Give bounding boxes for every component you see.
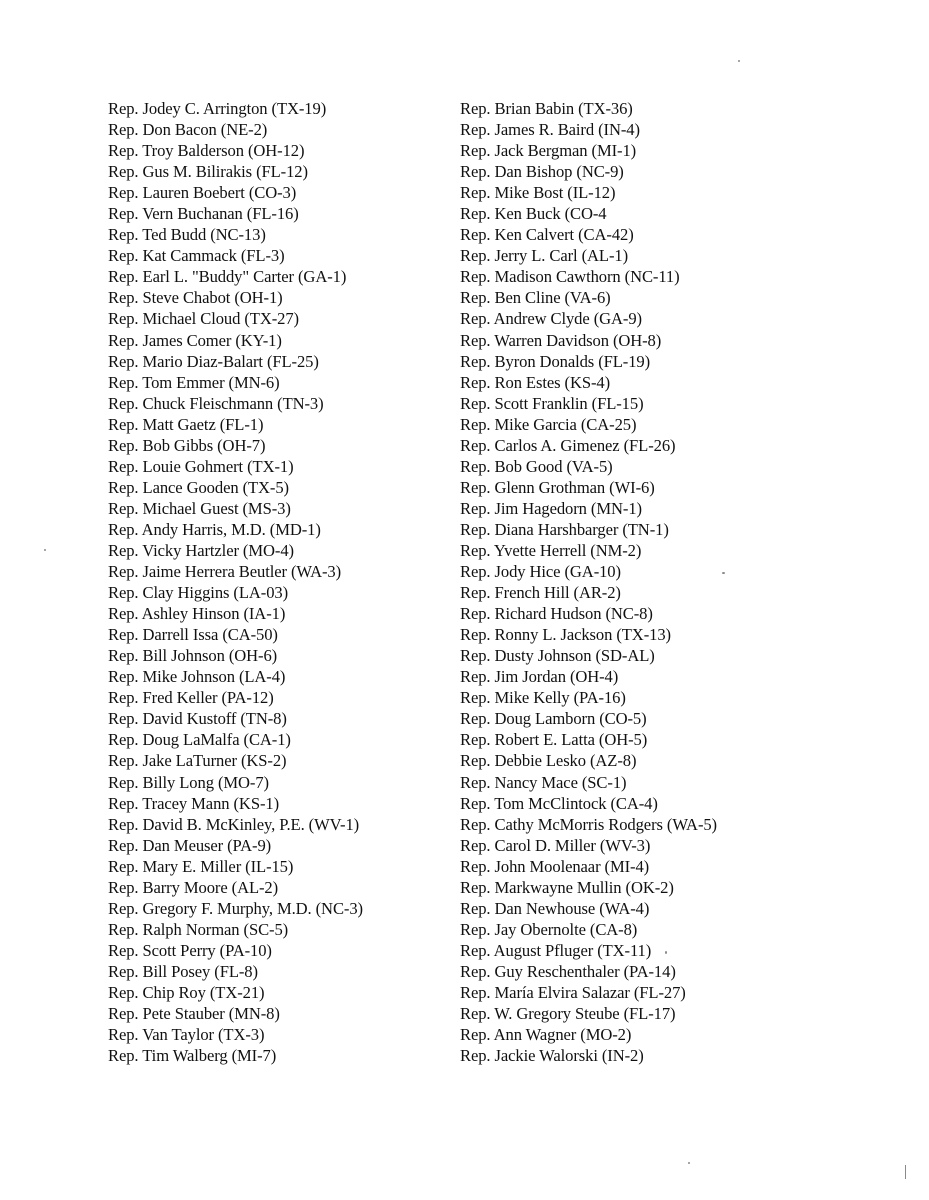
signatory-entry: Rep. María Elvira Salazar (FL-27) — [460, 982, 686, 1002]
signatory-entry: Rep. Dan Meuser (PA-9) — [108, 835, 272, 855]
signatory-entry: Rep. Michael Cloud (TX-27) — [108, 309, 299, 329]
signatory-entry: Rep. Van Taylor (TX-3) — [108, 1025, 265, 1045]
signatory-entry: Rep. Chip Roy (TX-21) — [108, 982, 265, 1002]
signatory-entry: Rep. Ashley Hinson (IA-1) — [108, 604, 286, 624]
scan-speck — [688, 1162, 690, 1164]
signatory-entry: Rep. Carol D. Miller (WV-3) — [460, 835, 651, 855]
signatory-entry: Rep. Markwayne Mullin (OK-2) — [460, 877, 674, 897]
signatory-entry: Rep. Ted Budd (NC-13) — [108, 225, 266, 245]
signatory-entry: Rep. Ronny L. Jackson (TX-13) — [460, 625, 671, 645]
signatory-entry: Rep. Bob Good (VA-5) — [460, 456, 613, 476]
signatory-entry: Rep. Mario Diaz-Balart (FL-25) — [108, 351, 319, 371]
signatory-entry: Rep. John Moolenaar (MI-4) — [460, 856, 650, 876]
signatory-entry: Rep. Bill Posey (FL-8) — [108, 961, 258, 981]
signatory-entry: Rep. Gus M. Bilirakis (FL-12) — [108, 162, 308, 182]
signatory-entry: Rep. Steve Chabot (OH-1) — [108, 288, 283, 308]
signatory-entry: Rep. David B. McKinley, P.E. (WV-1) — [108, 814, 360, 834]
signatory-entry: Rep. Mary E. Miller (IL-15) — [108, 856, 294, 876]
signatory-entry: Rep. French Hill (AR-2) — [460, 583, 621, 603]
signatory-entry: Rep. Billy Long (MO-7) — [108, 772, 269, 792]
signatory-entry: Rep. Bob Gibbs (OH-7) — [108, 435, 266, 455]
signatory-entry: Rep. Cathy McMorris Rodgers (WA-5) — [460, 814, 717, 834]
signatory-entry: Rep. Pete Stauber (MN-8) — [108, 1004, 280, 1024]
signatory-entry: Rep. Andrew Clyde (GA-9) — [460, 309, 642, 329]
signatory-entry: Rep. Ken Buck (CO-4 — [460, 204, 607, 224]
signatory-entry: Rep. Dusty Johnson (SD-AL) — [460, 646, 655, 666]
signatory-entry: Rep. Jackie Walorski (IN-2) — [460, 1046, 644, 1066]
signatory-entry: Rep. Glenn Grothman (WI-6) — [460, 477, 655, 497]
signatory-entry: Rep. David Kustoff (TN-8) — [108, 709, 287, 729]
signatory-entry: Rep. Jaime Herrera Beutler (WA-3) — [108, 562, 342, 582]
signatory-entry: Rep. Mike Garcia (CA-25) — [460, 414, 637, 434]
scan-speck — [738, 60, 740, 62]
signatory-entry: Rep. August Pfluger (TX-11) — [460, 940, 652, 960]
signatory-entry: Rep. Dan Newhouse (WA-4) — [460, 898, 650, 918]
scan-speck — [665, 951, 667, 954]
signatory-entry: Rep. Carlos A. Gimenez (FL-26) — [460, 435, 676, 455]
signatory-entry: Rep. Matt Gaetz (FL-1) — [108, 414, 264, 434]
signatory-entry: Rep. Tom McClintock (CA-4) — [460, 793, 658, 813]
signatory-entry: Rep. Ken Calvert (CA-42) — [460, 225, 634, 245]
right-signatory-list — [460, 98, 790, 1066]
signatory-entry: Rep. Jack Bergman (MI-1) — [460, 141, 637, 161]
signatory-entry: Rep. Tom Emmer (MN-6) — [108, 372, 280, 392]
signatory-entry: Rep. Jake LaTurner (KS-2) — [108, 751, 287, 771]
signatory-entry: Rep. Ralph Norman (SC-5) — [108, 919, 289, 939]
signatory-entry: Rep. Richard Hudson (NC-8) — [460, 604, 653, 624]
signatory-entry: Rep. Tracey Mann (KS-1) — [108, 793, 279, 813]
signatory-entry: Rep. Guy Reschenthaler (PA-14) — [460, 961, 676, 981]
signatory-entry: Rep. Madison Cawthorn (NC-11) — [460, 267, 680, 287]
signatory-entry: Rep. Clay Higgins (LA-03) — [108, 583, 289, 603]
signatory-entry: Rep. Doug Lamborn (CO-5) — [460, 709, 647, 729]
signatory-entry: Rep. Ron Estes (KS-4) — [460, 372, 610, 392]
signatory-entry: Rep. Doug LaMalfa (CA-1) — [108, 730, 291, 750]
signatory-entry: Rep. Dan Bishop (NC-9) — [460, 162, 624, 182]
signatory-entry: Rep. Jerry L. Carl (AL-1) — [460, 246, 628, 266]
signatory-entry: Rep. Warren Davidson (OH-8) — [460, 330, 662, 350]
signatory-entry: Rep. Fred Keller (PA-12) — [108, 688, 274, 708]
signatory-entry: Rep. Scott Perry (PA-10) — [108, 940, 272, 960]
signatory-entry: Rep. Mike Johnson (LA-4) — [108, 667, 286, 687]
signatory-entry: Rep. Robert E. Latta (OH-5) — [460, 730, 648, 750]
signatory-entry: Rep. Jody Hice (GA-10) — [460, 562, 621, 582]
signatory-entry: Rep. Nancy Mace (SC-1) — [460, 772, 627, 792]
signatory-entry: Rep. Lauren Boebert (CO-3) — [108, 183, 297, 203]
signatory-entry: Rep. W. Gregory Steube (FL-17) — [460, 1004, 676, 1024]
signatory-entry: Rep. Tim Walberg (MI-7) — [108, 1046, 277, 1066]
signatory-entry: Rep. Lance Gooden (TX-5) — [108, 477, 289, 497]
signatory-entry: Rep. Vicky Hartzler (MO-4) — [108, 540, 294, 560]
signatory-entry: Rep. Andy Harris, M.D. (MD-1) — [108, 519, 321, 539]
signatory-entry: Rep. Ben Cline (VA-6) — [460, 288, 611, 308]
signatory-entry: Rep. Bill Johnson (OH-6) — [108, 646, 278, 666]
signatory-entry: Rep. Brian Babin (TX-36) — [460, 99, 633, 118]
signatory-entry: Rep. Louie Gohmert (TX-1) — [108, 456, 294, 476]
signatory-entry: Rep. Ann Wagner (MO-2) — [460, 1025, 632, 1045]
signatory-entry: Rep. Debbie Lesko (AZ-8) — [460, 751, 637, 771]
signatory-entry: Rep. Earl L. "Buddy" Carter (GA-1) — [108, 267, 347, 287]
signatory-entry: Rep. Kat Cammack (FL-3) — [108, 246, 285, 266]
signatory-entry: Rep. Jim Hagedorn (MN-1) — [460, 498, 642, 518]
signatory-entry: Rep. James R. Baird (IN-4) — [460, 120, 640, 140]
signatory-entry: Rep. Scott Franklin (FL-15) — [460, 393, 644, 413]
signatory-entry: Rep. Troy Balderson (OH-12) — [108, 141, 305, 161]
signatory-entry: Rep. Chuck Fleischmann (TN-3) — [108, 393, 324, 413]
signatory-entry: Rep. Diana Harshbarger (TN-1) — [460, 519, 669, 539]
signatory-entry: Rep. James Comer (KY-1) — [108, 330, 282, 350]
signatory-entry: Rep. Mike Kelly (PA-16) — [460, 688, 626, 708]
signatory-entry: Rep. Vern Buchanan (FL-16) — [108, 204, 299, 224]
signatory-entry: Rep. Yvette Herrell (NM-2) — [460, 540, 642, 560]
signatory-entry: Rep. Gregory F. Murphy, M.D. (NC-3) — [108, 898, 363, 918]
signatory-entry: Rep. Darrell Issa (CA-50) — [108, 625, 278, 645]
left-signatory-list — [108, 98, 438, 1066]
scan-speck — [722, 572, 725, 574]
signatory-entry: Rep. Byron Donalds (FL-19) — [460, 351, 651, 371]
signatory-entry: Rep. Michael Guest (MS-3) — [108, 498, 291, 518]
signatory-entry: Rep. Jay Obernolte (CA-8) — [460, 919, 638, 939]
scan-speck — [44, 549, 46, 551]
signatory-entry: Rep. Don Bacon (NE-2) — [108, 120, 268, 140]
signatory-entry: Rep. Jodey C. Arrington (TX-19) — [108, 99, 327, 118]
scan-speck — [905, 1165, 906, 1179]
signatory-entry: Rep. Mike Bost (IL-12) — [460, 183, 616, 203]
signatory-entry: Rep. Jim Jordan (OH-4) — [460, 667, 619, 687]
signatory-entry: Rep. Barry Moore (AL-2) — [108, 877, 279, 897]
